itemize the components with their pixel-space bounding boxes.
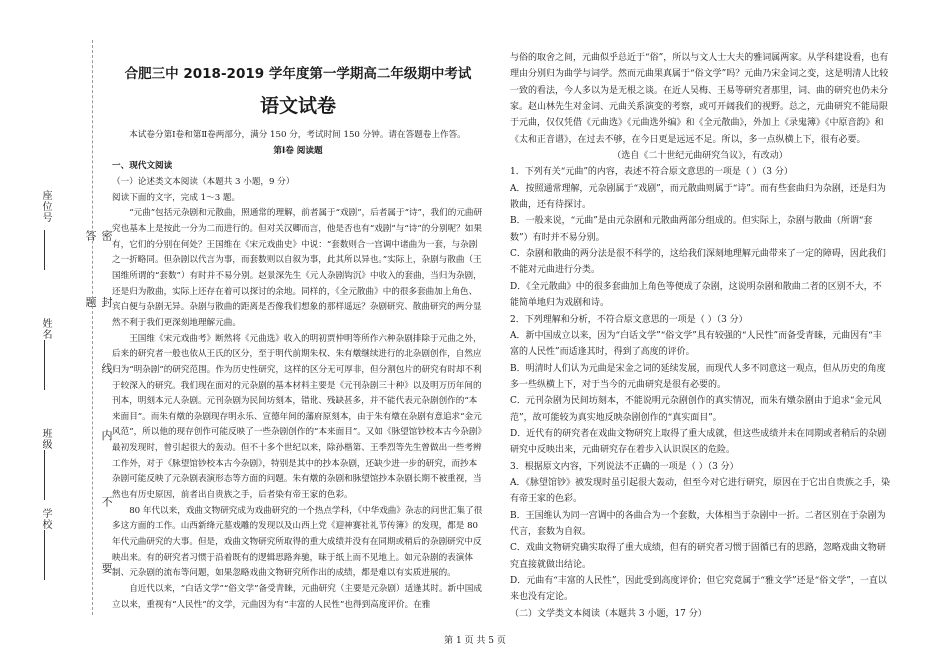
subsection-heading-2: （二）文学类文本阅读（本题共 3 小题，17 分） — [510, 608, 707, 619]
question-3-option-c: C．戏曲文物研究确实取得了重大成绩，但有的研究者习惯于固循已有的思路，忽略戏曲文物研究直接就做出结论。 — [510, 543, 886, 570]
name-line — [44, 340, 45, 390]
school-line — [44, 530, 45, 580]
seat-number-line — [44, 230, 45, 270]
paper-title: 语文试卷 — [259, 95, 336, 117]
question-1-option-c: C．杂剧和散曲的两分法是很不科学的，这给我们深刻地理解元曲带来了一定的障碍，因此我们不能对元曲进行分类。 — [510, 249, 886, 276]
seal-dashed-line — [92, 40, 93, 615]
part-heading: 第Ⅰ卷 阅读题 — [273, 145, 323, 156]
question-2-option-b: B．明清时人们认为元曲是宋金之词的延续发展，而现代人多不同意这一观点，但从历史的角度多一些纵横上下，对于当今的元曲研究是很有必要的。 — [510, 363, 886, 390]
exam-title: 合肥三中 2018-2019 学年度第一学期高二年级期中考试 — [124, 66, 472, 82]
passage-paragraph: 与俗的取舍之间，元曲似乎总近于“俗”，所以与文人士大夫的雅词属两家。从学科建设看，也有理由分别归为曲学与词学。然而元曲果真属于“俗文学”吗？元曲乃宋金词之变，这是明清人比较一致的看法，今人多以为是无根之谈。在近人吴梅、王易等研究者那里，词、曲的研究也仍未分家。赵山林先生对金词、元曲关系演变的考察，或可开阔我们的视野。总之，元曲研究不能局限于元曲，仅仅凭借《元曲选》《元曲选外编》和《全元散曲》，外加上《录鬼簿》《中原音韵》和《太和正音谱》，在过去不够，在今日更是远远不足。所以，多一点纵横上下，很有必要。 — [510, 53, 889, 145]
class-line — [44, 450, 45, 500]
passage-paragraph: 80 年代以来，戏曲文物研究成为戏曲研究的一个热点学科，《中华戏曲》杂志的问世汇集了很多这方面的工作。山西新绛元墓戏雕的发现以及山西上党《迎神赛社礼节传簿》的发现，都是 80 年代元曲研究的大事。但是，戏曲文物研究所取得的重大成绩并没有在同期或稍后的杂剧研究中反映出来。有的研究者习惯于沿着既有的逻辑思路奔驰，昧于纸上而不见地上。如元杂剧的表演体制、元杂剧的流布等问题，如果忽略戏曲文物研究所作出的成绩，都是难以有实质进展的。 — [112, 505, 483, 579]
question-2-option-d: D．近代有的研究者在戏曲文物研究上取得了重大成就，但这些成绩并未在同期或者稍后的杂剧研究中反映出来，元曲研究存在着步入认识误区的危险。 — [510, 428, 887, 456]
question-1-option-d: D．《全元散曲》中的很多套曲加上角色等便成了杂剧，这说明杂剧和散曲二者的区别不大，不能简单地归为戏剧和诗。 — [510, 281, 882, 309]
passage-paragraph: 自近代以来，“白话文学”“俗文学”备受青睐，元曲研究（主要是元杂剧）适逢其时。新中国成立以来，重视有“人民性”的文学，元曲因为有“丰富的人民性”也得到高度评价。在雅 — [112, 584, 482, 610]
question-1: 1．下列有关“元曲”的内容，表述不符合原文意思的一项是（ ）（3 分） — [510, 167, 793, 178]
right-column — [510, 50, 890, 622]
passage-source: （选自《二十世纪元曲研究刍议》，有改动） — [612, 151, 788, 162]
seat-number-label: 座位号 — [40, 190, 51, 223]
class-label: 班级 — [40, 428, 51, 450]
question-3-option-d: D．元曲有“丰富的人民性”，因此受到高度评价；但它究竟属于“雅文学”还是“俗文学”，一直以来也没有定论。 — [510, 576, 887, 603]
question-3: 3．根据原文内容，下列说法不正确的一项是（ ）（3 分） — [510, 461, 739, 472]
question-2: 2．下列理解和分析，不符合原文意思的一项是（ ）（3 分） — [510, 314, 748, 325]
reading-instruction: 阅读下面的文字，完成 1～3 题。 — [112, 192, 241, 203]
passage-paragraph: 王国维《宋元戏曲考》断然将《元曲选》收入的明初贾仲明等所作六种杂剧排除于元曲之外，后来的研究者一般也依从王氏的区分，至于明代前期朱权、朱有燉继续进行的北杂剧创作，自然应归为“明杂剧”的研究范围。作为历史性研究，这样的区分无可厚非，但分割包片的研究有时却不利于较深入的研究。我们现在面对的元杂剧的基本材料主要是《元刊杂剧三十种》以及明万历年间的刊本，明刻本元人杂剧。元刊杂剧为民间坊刻本，错讹、残缺甚多，并不能代表元杂剧创作的“本来面目”。而朱有燉的杂剧现存明永乐、宣德年间的藩府原刻本，由于朱有燉在杂剧有意追求“金元风范”，所以他的现存创作可能反映了一些杂剧创作的“本来面目”。又如《脉望馆钞校本古今杂剧》最初发现时，曾引起很大的轰动。但不十多个世纪以来，除孙楷第、王季烈等先生曾做出一些考辨工作外，对于《脉望馆钞校本古今杂剧》，特别是其中的抄本杂剧，还缺少进一步的研究，而抄本杂剧可能反映了元杂剧表演形态等方面的问题。朱有燉的杂剧和脉望馆抄本杂剧长期不被重视，当然也有历史原因，前者出自贵族之手，后者染有帝王家的色彩。 — [112, 333, 482, 501]
question-3-option-b: B．王国维认为同一宫调中的各曲合为一个套数，大体相当于杂剧中一折。二者区别在于杂剧为代言，套数为自叙。 — [510, 510, 886, 537]
passage-paragraph: “元曲”包括元杂剧和元散曲，照通常的理解，前者属于“戏剧”，后者属于“诗”，我们的元曲研究也基本上是按此一分为二而进行的。但对关汉卿而言，他是否也有“戏剧”与“诗”的分别呢？如果有，它们的分别在何处？王国维在《宋元戏曲史》中说：“套数则合一宫调中诸曲为一套，与杂剧之一折略同。但杂剧以代言为事，而套数则以自叙为事，此其所以异也。”实际上，杂剧与散曲（王国维所谓的“套数”）有时并不易分别。赵景深先生《元人杂剧钩沉》中收入的套曲，当归为杂剧，还是归为散曲，实际上还存在着可以探讨的余地。同样的，《全元散曲》中的很多套曲加上角色、宾白便与杂剧无异。杂剧与散曲的距离是否像我们想象的那样遥远？杂剧研究、散曲研究的两分显然不利于我们更深刻地理解元曲。 — [112, 208, 483, 328]
school-label: 学校 — [40, 508, 51, 530]
question-2-option-a: A．新中国成立以来，因为“白话文学”“俗文学”具有较强的“人民性”而备受青睐，元曲因有“丰富的人民性”而适逢其时，得到了高度的评价。 — [510, 330, 882, 358]
page-number: 第 1 页 共 5 页 — [444, 636, 506, 646]
question-1-option-b: B．一般来说，“元曲”是由元杂剧和元散曲两部分组成的。但实际上，杂剧与散曲（所谓“套数”）有时并不易分别。 — [510, 216, 873, 243]
question-1-option-a: A．按照通常理解，元杂剧属于“戏剧”，而元散曲则属于“诗”。而有些套曲归为杂剧，还是归为散曲，还有待探讨。 — [510, 183, 886, 211]
section-heading: 一、现代文阅读 — [112, 161, 173, 172]
question-2-option-c: C．元刊杂剧为民间坊刻本，不能说明元杂剧创作的真实情况，而朱有燉杂剧由于追求“金元风范”，故可能较为真实地反映杂剧创作的“真实面目”。 — [510, 396, 882, 423]
subsection-heading: （一）论述类文本阅读（本题共 3 小题，9 分） — [112, 176, 295, 187]
name-label: 姓名 — [40, 318, 51, 340]
exam-intro: 本试卷分第Ⅰ卷和第Ⅱ卷两部分，满分 150 分，考试时间 150 分钟。请在答题卷上作答。 — [129, 130, 466, 140]
binding-margin — [0, 0, 113, 658]
left-column — [112, 56, 484, 613]
question-3-option-a: A．《脉望馆钞》被发现时虽引起很大轰动，但至今对它进行研究，原因在于它出自贵族之手，染有帝王家的色彩。 — [510, 477, 891, 505]
seal-line-notice: 密 封 线 内 不 要 答 题 — [84, 230, 113, 600]
